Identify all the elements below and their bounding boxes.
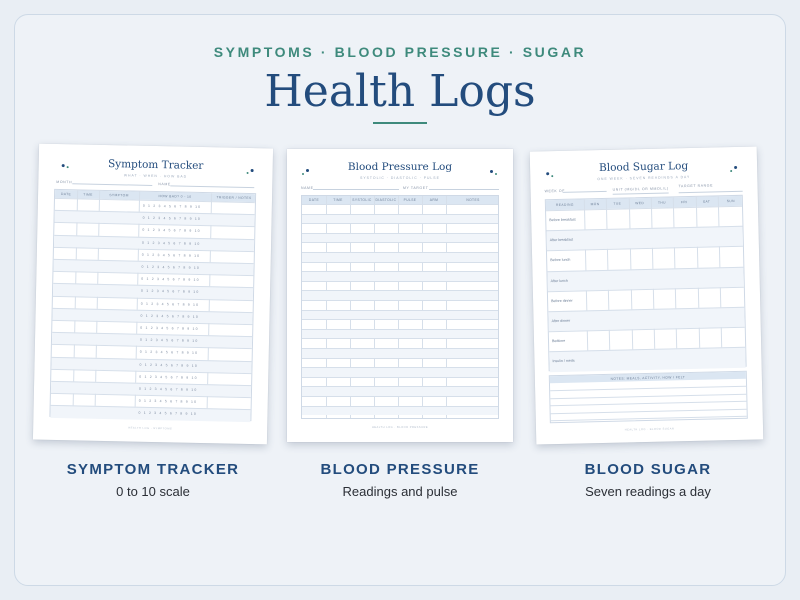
header-kicker: SYMPTOMS · BLOOD PRESSURE · SUGAR bbox=[213, 44, 587, 60]
bp-title: Blood Pressure Log bbox=[347, 161, 453, 173]
name-line bbox=[170, 185, 254, 188]
symptom-tracker-page bbox=[33, 144, 273, 445]
severity-scale: 0 1 2 3 4 5 6 7 8 9 10 bbox=[139, 374, 198, 380]
unit-label: UNIT (MG/DL OR MMOL/L) bbox=[612, 186, 669, 192]
header-pulse: PULSE bbox=[403, 198, 417, 202]
table-row bbox=[302, 367, 498, 377]
severity-scale: 0 1 2 3 4 5 6 7 8 9 10 bbox=[141, 252, 201, 258]
table-row bbox=[302, 290, 498, 300]
table-row bbox=[302, 310, 498, 320]
table-row bbox=[302, 262, 498, 272]
blood-sugar-page bbox=[530, 146, 764, 444]
table-row bbox=[302, 377, 498, 387]
severity-scale: 0 1 2 3 4 5 6 7 8 9 10 bbox=[140, 313, 200, 319]
notes-line bbox=[550, 393, 746, 398]
bp-table bbox=[301, 195, 499, 419]
header-date: DATE bbox=[308, 198, 320, 202]
notes-box bbox=[549, 371, 748, 423]
severity-scale: 0 1 2 3 4 5 6 7 8 9 10 bbox=[142, 240, 201, 246]
notes-line bbox=[550, 386, 746, 391]
header-sat: SAT bbox=[702, 199, 711, 204]
decor-dot bbox=[551, 175, 553, 177]
header-date: DATE bbox=[60, 192, 72, 197]
sugar-table bbox=[545, 195, 747, 371]
decor-dot bbox=[495, 173, 497, 175]
severity-scale: 0 1 2 3 4 5 6 7 8 9 10 bbox=[138, 411, 197, 417]
table-row bbox=[302, 319, 498, 329]
table-row bbox=[302, 242, 498, 252]
table-row bbox=[302, 329, 498, 339]
header-how-bad: HOW BAD? 0 - 10 bbox=[158, 194, 192, 199]
caption-blood-sugar: BLOOD SUGAR bbox=[584, 461, 712, 478]
bp-target-label: MY TARGET bbox=[403, 186, 429, 190]
week-of-line bbox=[563, 191, 607, 193]
reading-label: Before breakfast bbox=[549, 217, 576, 223]
subcaption-blood-sugar: Seven readings a day bbox=[585, 484, 711, 499]
header-systolic: SYSTOLIC bbox=[352, 198, 372, 202]
header-trigger-notes: TRIGGER / NOTES bbox=[216, 195, 252, 201]
symptom-title: Symptom Tracker bbox=[107, 158, 204, 173]
severity-scale: 0 1 2 3 4 5 6 7 8 9 10 bbox=[139, 337, 199, 344]
table-row bbox=[302, 233, 498, 243]
reading-label: After dinner bbox=[551, 318, 571, 324]
week-of-label: WEEK OF bbox=[544, 188, 565, 194]
header-symptom: SYMPTOM bbox=[109, 193, 129, 198]
reading-label: Before lunch bbox=[550, 258, 571, 263]
decor-dot bbox=[302, 173, 304, 175]
table-row bbox=[302, 358, 498, 368]
subcaption-blood-pressure: Readings and pulse bbox=[342, 484, 458, 499]
reading-label: Before dinner bbox=[551, 298, 573, 303]
severity-scale: 0 1 2 3 4 5 6 7 8 9 10 bbox=[142, 228, 201, 234]
bp-subtitle: SYSTOLIC · DIASTOLIC · PULSE bbox=[360, 176, 440, 180]
notes-header bbox=[550, 372, 746, 383]
title-underline bbox=[373, 122, 427, 124]
severity-scale: 0 1 2 3 4 5 6 7 8 9 10 bbox=[140, 301, 200, 307]
name-label: NAME bbox=[158, 182, 171, 187]
month-label: MONTH bbox=[56, 179, 73, 185]
header-time: TIME bbox=[333, 198, 343, 202]
table-row bbox=[302, 386, 498, 396]
table-row bbox=[302, 281, 498, 291]
subcaption-symptom: 0 to 10 scale bbox=[116, 484, 190, 499]
header-reading: READING bbox=[555, 202, 574, 208]
header-diastolic: DIASTOLIC bbox=[375, 198, 397, 202]
table-row bbox=[302, 338, 498, 348]
header-tue: TUE bbox=[613, 201, 622, 206]
symptom-subtitle: WHAT · WHEN · HOW BAD bbox=[123, 173, 188, 179]
sugar-title: Blood Sugar Log bbox=[598, 160, 689, 175]
reading-label: After breakfast bbox=[549, 237, 574, 243]
caption-blood-pressure: BLOOD PRESSURE bbox=[320, 461, 480, 478]
symptom-footer: HEALTH LOG · SYMPTOMS bbox=[128, 426, 173, 431]
table-row bbox=[302, 406, 498, 416]
bp-name-label: NAME bbox=[301, 186, 314, 190]
table-row bbox=[302, 396, 498, 406]
table-row bbox=[302, 204, 498, 214]
header-fri: FRI bbox=[680, 200, 688, 205]
month-line bbox=[72, 183, 152, 186]
table-row bbox=[302, 214, 498, 224]
severity-scale: 0 1 2 3 4 5 6 7 8 9 10 bbox=[140, 325, 199, 331]
page-title: Health Logs bbox=[264, 66, 536, 117]
header-mon: MON bbox=[590, 202, 600, 207]
reading-label: Insulin / meds bbox=[552, 359, 575, 364]
notes-line bbox=[551, 416, 747, 421]
notes-line bbox=[551, 408, 747, 413]
notes-line bbox=[550, 401, 746, 406]
severity-scale: 0 1 2 3 4 5 6 7 8 9 10 bbox=[142, 203, 202, 209]
severity-scale: 0 1 2 3 4 5 6 7 8 9 10 bbox=[139, 362, 199, 368]
table-row bbox=[302, 300, 498, 310]
table-row bbox=[549, 347, 745, 372]
bp-name-line bbox=[313, 189, 399, 190]
caption-symptom: SYMPTOM TRACKER bbox=[66, 461, 240, 478]
reading-label: Bedtime bbox=[551, 339, 566, 344]
header-wed: WED bbox=[635, 201, 645, 206]
table-row bbox=[302, 252, 498, 262]
header-notes: NOTES bbox=[466, 198, 480, 202]
notes-header-text: NOTES: MEALS, ACTIVITY, HOW I FELT bbox=[610, 374, 686, 381]
unit-line bbox=[613, 192, 669, 194]
table-row bbox=[302, 348, 498, 358]
severity-scale: 0 1 2 3 4 5 6 7 8 9 10 bbox=[141, 264, 201, 270]
severity-scale: 0 1 2 3 4 5 6 7 8 9 10 bbox=[139, 350, 199, 356]
header-arm: ARM bbox=[429, 198, 439, 202]
symptom-table bbox=[49, 189, 256, 421]
target-range-line bbox=[679, 191, 743, 193]
header-sun: SUN bbox=[726, 198, 735, 204]
severity-scale: 0 1 2 3 4 5 6 7 8 9 10 bbox=[138, 398, 198, 405]
reading-label: After lunch bbox=[550, 278, 568, 283]
bp-target-line bbox=[429, 189, 499, 190]
bp-table-header bbox=[302, 196, 498, 204]
severity-scale: 0 1 2 3 4 5 6 7 8 9 10 bbox=[141, 289, 200, 295]
sugar-footer: HEALTH LOG · BLOOD SUGAR bbox=[624, 427, 675, 432]
sugar-subtitle: ONE WEEK · SEVEN READINGS A DAY bbox=[597, 174, 691, 182]
table-row bbox=[302, 223, 498, 233]
blood-pressure-page bbox=[287, 149, 513, 442]
bp-footer: HEALTH LOG · BLOOD PRESSURE bbox=[371, 426, 429, 429]
severity-scale: 0 1 2 3 4 5 6 7 8 9 10 bbox=[142, 215, 202, 222]
severity-scale: 0 1 2 3 4 5 6 7 8 9 10 bbox=[141, 276, 200, 283]
header-thu: THU bbox=[657, 200, 666, 205]
severity-scale: 0 1 2 3 4 5 6 7 8 9 10 bbox=[138, 386, 198, 392]
target-range-label: TARGET RANGE bbox=[678, 183, 714, 189]
header-time: TIME bbox=[83, 192, 93, 197]
table-row bbox=[302, 271, 498, 281]
